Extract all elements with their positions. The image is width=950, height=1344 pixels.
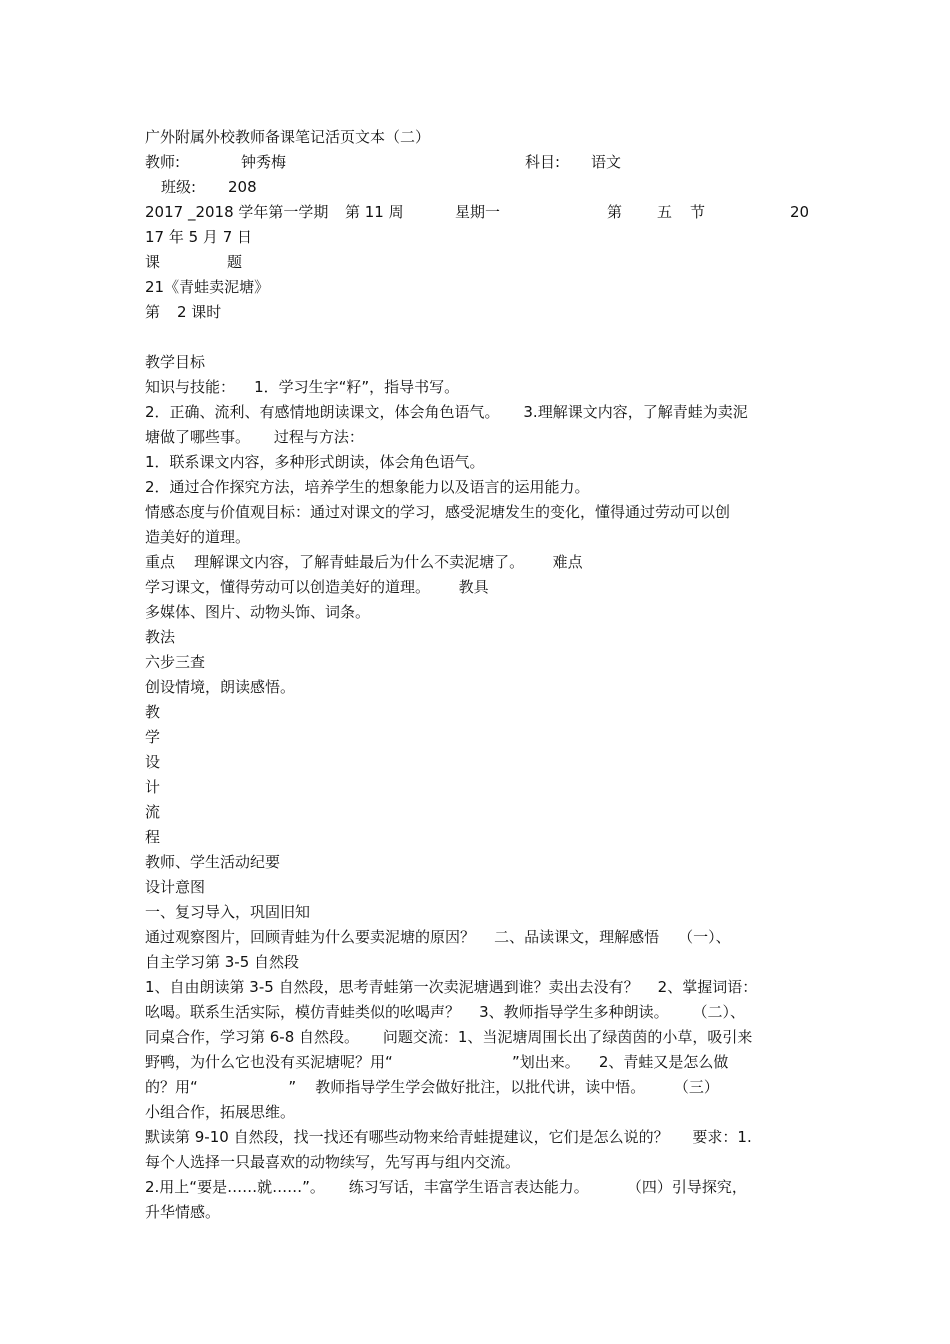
class-row — [145, 177, 815, 197]
body-line: 教学目标 — [145, 353, 206, 371]
period-suffix: 节 — [690, 203, 706, 221]
vertical-label-char: 流 — [145, 803, 161, 821]
body-line: 通过观察图片，回顾青蛙为什么要卖泥塘的原因？ 二、品读课文，理解感悟 （一）、 — [145, 928, 731, 946]
body-line: 2．正确、流利、有感情地朗读课文，体会角色语气。 3.理解课文内容，了解青蛙为卖泥 — [145, 403, 748, 421]
topic-label-char-1: 课 — [145, 253, 161, 271]
body-line: 教师、学生活动纪要 — [145, 853, 281, 871]
vertical-label-char: 教 — [145, 703, 161, 721]
lesson-count: 2 课时 — [177, 303, 222, 321]
date-part-1: 20 — [790, 203, 810, 221]
body-line: 塘做了哪些事。 过程与方法： — [145, 428, 364, 446]
document-title: 广外附属外校教师备课笔记活页文本（二） — [145, 128, 431, 146]
body-line: 教法 — [145, 628, 176, 646]
body-line: 重点 理解课文内容，了解青蛙最后为什么不卖泥塘了。 难点 — [145, 553, 583, 571]
vertical-label-char: 程 — [145, 828, 161, 846]
teacher-name: 钟秀梅 — [241, 153, 287, 171]
period-prefix: 第 — [607, 203, 623, 221]
body-line: 同桌合作，学习第 6-8 自然段。 问题交流：1、当泥塘周围长出了绿茵茵的小草，吸引来 — [145, 1028, 753, 1046]
period-number: 五 — [657, 203, 673, 221]
teacher-label: 教师: — [145, 153, 181, 171]
lesson-count-row — [145, 302, 815, 322]
body-line: 设计意图 — [145, 878, 206, 896]
subject-label: 科目: — [525, 153, 561, 171]
vertical-label-char: 设 — [145, 753, 161, 771]
lesson-topic: 21《青蛙卖泥塘》 — [145, 278, 270, 296]
body-line: 2．通过合作探究方法，培养学生的想象能力以及语言的运用能力。 — [145, 478, 590, 496]
term: 2017 _2018 学年第一学期 — [145, 203, 329, 221]
body-line: 升华情感。 — [145, 1203, 221, 1221]
body-line: 小组合作，拓展思维。 — [145, 1103, 296, 1121]
body-line: 学习课文，懂得劳动可以创造美好的道理。 教具 — [145, 578, 489, 596]
body-line: 1、自由朗读第 3-5 自然段，思考青蛙第一次卖泥塘遇到谁？卖出去没有？ 2、掌握词语： — [145, 978, 758, 996]
topic-label-row — [145, 252, 815, 272]
body-line: 自主学习第 3-5 自然段 — [145, 953, 300, 971]
vertical-label-char: 计 — [145, 778, 161, 796]
body-line: 知识与技能： 1．学习生字“籽”，指导书写。 — [145, 378, 460, 396]
date-part-2: 17 年 5 月 7 日 — [145, 228, 253, 246]
lesson-count-prefix: 第 — [145, 303, 161, 321]
body-line: 2.用上“要是……就……”。 练习写话，丰富学生语言表达能力。 （四）引导探究， — [145, 1178, 747, 1196]
body-line: 的？用“ ” 教师指导学生学会做好批注，以批代讲，读中悟。 （三） — [145, 1078, 719, 1096]
weekday: 星期一 — [455, 203, 501, 221]
body-line: 情感态度与价值观目标：通过对课文的学习，感受泥塘发生的变化，懂得通过劳动可以创 — [145, 503, 731, 521]
body-line: 吆喝。联系生活实际，模仿青蛙类似的吆喝声？ 3、教师指导学生多种朗读。 （二）、 — [145, 1003, 745, 1021]
subject-value: 语文 — [591, 153, 622, 171]
week: 第 11 周 — [345, 203, 404, 221]
class-label: 班级: — [161, 178, 197, 196]
body-line: 造美好的道理。 — [145, 528, 251, 546]
class-value: 208 — [228, 178, 257, 196]
topic-label-char-2: 题 — [227, 253, 243, 271]
body-line: 默读第 9-10 自然段，找一找还有哪些动物来给青蛙提建议，它们是怎么说的？ 要求：1. — [145, 1128, 752, 1146]
teacher-subject-row — [145, 152, 815, 172]
vertical-label-char: 学 — [145, 728, 161, 746]
body-line: 野鸭，为什么它也没有买泥塘呢？用“ ”划出来。 2、青蛙又是怎么做 — [145, 1053, 729, 1071]
body-line: 每个人选择一只最喜欢的动物续写，先写再与组内交流。 — [145, 1153, 521, 1171]
body-line: 一、复习导入，巩固旧知 — [145, 903, 311, 921]
body-line: 多媒体、图片、动物头饰、词条。 — [145, 603, 371, 621]
body-line: 六步三查 — [145, 653, 206, 671]
term-row — [145, 202, 815, 222]
body-line: 创设情境，朗读感悟。 — [145, 678, 296, 696]
body-line: 1．联系课文内容，多种形式朗读，体会角色语气。 — [145, 453, 485, 471]
